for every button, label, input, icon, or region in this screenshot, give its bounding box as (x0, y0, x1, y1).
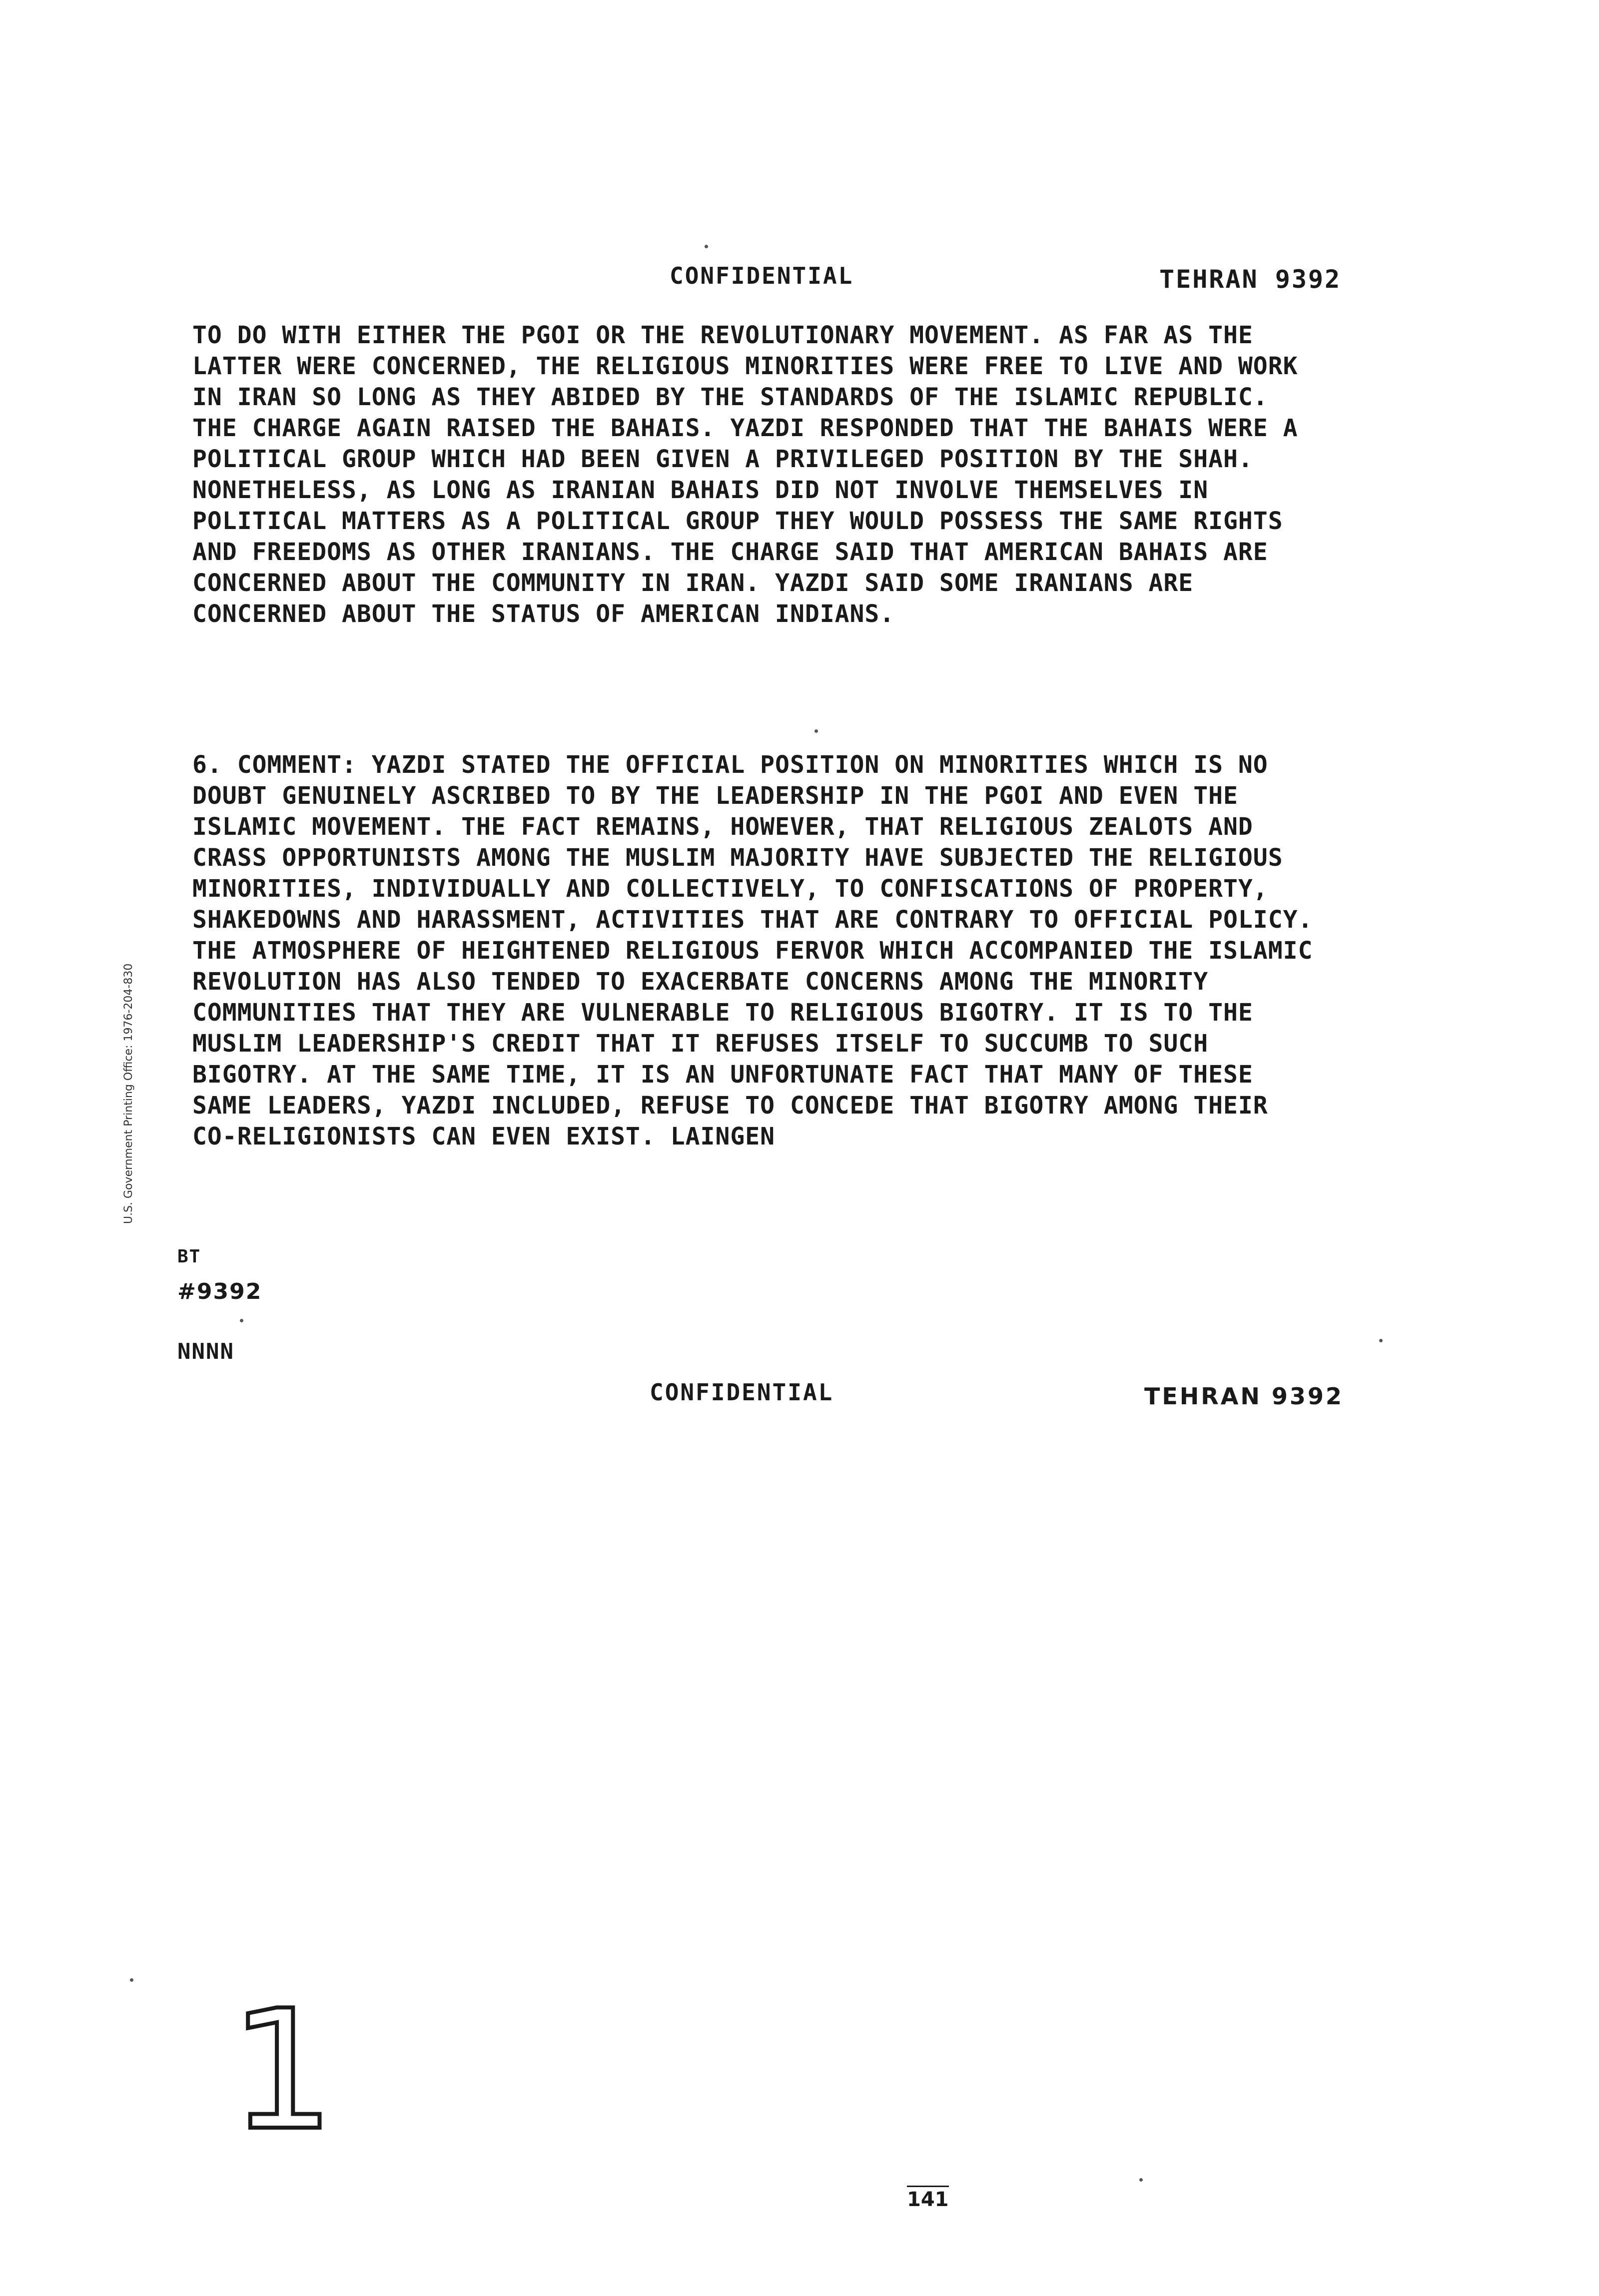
header-reference: TEHRAN 9392 (1159, 265, 1342, 294)
break-marker-bt: BT (177, 1246, 201, 1267)
scan-speck (1139, 2178, 1143, 2182)
scan-speck (705, 245, 708, 248)
scan-speck (814, 729, 818, 733)
printing-office-margin-note: U.S. Government Printing Office: 1976-204-830 (122, 963, 135, 1224)
body-paragraph-6-comment: 6. COMMENT: YAZDI STATED THE OFFICIAL POSITION ON MINORITIES WHICH IS NO DOUBT GENUINELY ASCRIBED TO BY THE LEADERSHIP IN THE PGOI AND EVEN THE ISLAMIC MOVEMENT. THE FACT REMAINS, HOWEVER, THAT RELIGIOUS ZEALOTS AND CRASS OPPORTUNISTS AMONG THE MUSLIM MAJORITY HAVE SUBJECTED THE RELIGIOUS MINORITIES, INDIVIDUALLY AND COLLECTIVELY, TO CONFISCATIONS OF PROPERTY, SHAKEDOWNS AND HARASSMENT, ACTIVITIES THAT ARE CONTRARY TO OFFICIAL POLICY. THE ATMOSPHERE OF HEIGHTENED RELIGIOUS FERVOR WHICH ACCOMPANIED THE ISLAMIC REVOLUTION HAS ALSO TENDED TO EXACERBATE CONCERNS AMONG THE MINORITY COMMUNITIES THAT THEY ARE VULNERABLE TO RELIGIOUS BIGOTRY. IT IS TO THE MUSLIM LEADERSHIP'S CREDIT THAT IT REFUSES ITSELF TO SUCCUMB TO SUCH BIGOTRY. AT THE SAME TIME, IT IS AN UNFORTUNATE FACT THAT MANY OF THESE SAME LEADERS, YAZDI INCLUDED, REFUSE TO CONCEDE THAT BIGOTRY AMONG THEIR CO-RELIGIONISTS CAN EVEN EXIST. LAINGEN (192, 751, 1328, 1150)
footer-reference: TEHRAN 9392 (1144, 1383, 1344, 1410)
body-paragraph-continued: TO DO WITH EITHER THE PGOI OR THE REVOLUTIONARY MOVEMENT. AS FAR AS THE LATTER WERE CONCERNED, THE RELIGIOUS MINORITIES WERE FREE TO LIVE AND WORK IN IRAN SO LONG AS THEY ABIDED BY THE STANDARDS OF THE ISLAMIC REPUBLIC. THE CHARGE AGAIN RAISED THE BAHAIS. YAZDI RESPONDED THAT THE BAHAIS WERE A POLITICAL GROUP WHICH HAD BEEN GIVEN A PRIVILEGED POSITION BY THE SHAH. NONETHELESS, AS LONG AS IRANIAN BAHAIS DID NOT INVOLVE THEMSELVES IN POLITICAL MATTERS AS A POLITICAL GROUP THEY WOULD POSSESS THE SAME RIGHTS AND FREEDOMS AS OTHER IRANIANS. THE CHARGE SAID THAT AMERICAN BAHAIS ARE CONCERNED ABOUT THE COMMUNITY IN IRAN. YAZDI SAID SOME IRANIANS ARE CONCERNED ABOUT THE STATUS OF AMERICAN INDIANS. (192, 321, 1313, 628)
scan-speck (240, 1319, 243, 1322)
footer-classification: CONFIDENTIAL (650, 1379, 834, 1406)
scan-speck (1379, 1339, 1383, 1342)
message-number: #9392 (177, 1279, 262, 1304)
end-of-message-marker: NNNN (177, 1339, 234, 1364)
scan-speck (130, 1978, 133, 1982)
header-classification: CONFIDENTIAL (670, 262, 854, 289)
page-number: 141 (907, 2186, 949, 2211)
stamped-number: 1 (230, 1975, 335, 2167)
